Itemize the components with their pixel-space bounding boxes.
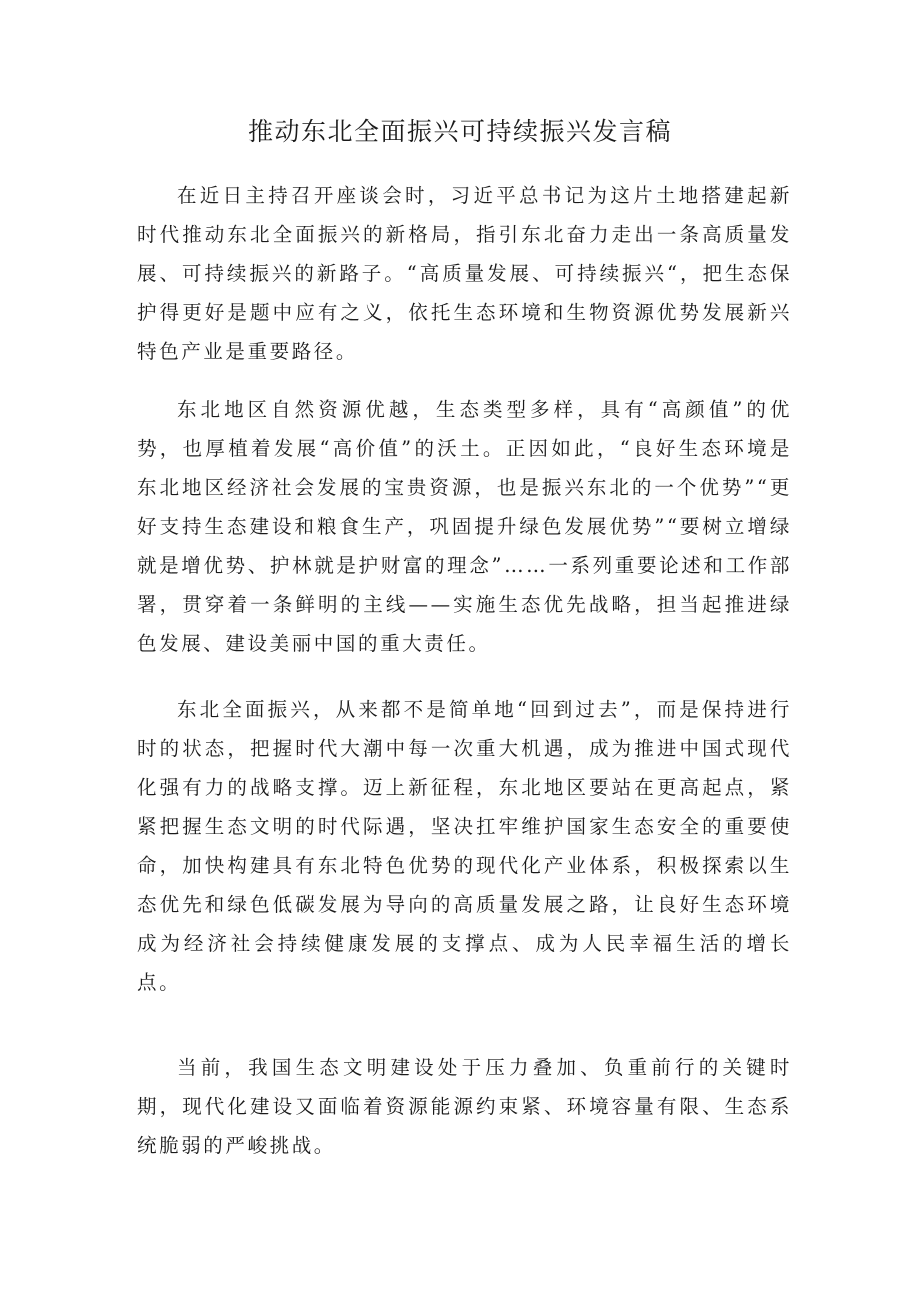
paragraph-2: 东北地区自然资源优越，生态类型多样，具有“高颜值”的优势，也厚植着发展“高价值”的沃土。正因如此，“良好生态环境是东北地区经济社会发展的宝贵资源，也是振兴东北的一个优势”“更好支持生态建设和粮食生产，巩固提升绿色发展优势”“要树立增绿就是增优势、护林就是护财富的理念”……一系列重要论述和工作部署，贯穿着一条鲜明的主线——实施生态优先战略，担当起推进绿色发展、建设美丽中国的重大责任。 <box>137 398 792 655</box>
paragraph-4: 当前，我国生态文明建设处于压力叠加、负重前行的关键时期，现代化建设又面临着资源能源约束紧、环境容量有限、生态系统脆弱的严峻挑战。 <box>137 1056 792 1157</box>
paragraph-3: 东北全面振兴，从来都不是简单地“回到过去”，而是保持进行时的状态，把握时代大潮中每一次重大机遇，成为推进中国式现代化强有力的战略支撑。迈上新征程，东北地区要站在更高起点，紧紧把握生态文明的时代际遇，坚决扛牢维护国家生态安全的重要使命，加快构建具有东北特色优势的现代化产业体系，积极探索以生态优先和绿色低碳发展为导向的高质量发展之路，让良好生态环境成为经济社会持续健康发展的支撑点、成为人民幸福生活的增长点。 <box>137 698 792 994</box>
paragraph-1: 在近日主持召开座谈会时，习近平总书记为这片土地搭建起新时代推动东北全面振兴的新格局，指引东北奋力走出一条高质量发展、可持续振兴的新路子。“高质量发展、可持续振兴“，把生态保护得更好是题中应有之义，依托生态环境和生物资源优势发展新兴特色产业是重要路径。 <box>137 184 792 363</box>
document-title: 推动东北全面振兴可持续振兴发言稿 <box>247 117 672 146</box>
